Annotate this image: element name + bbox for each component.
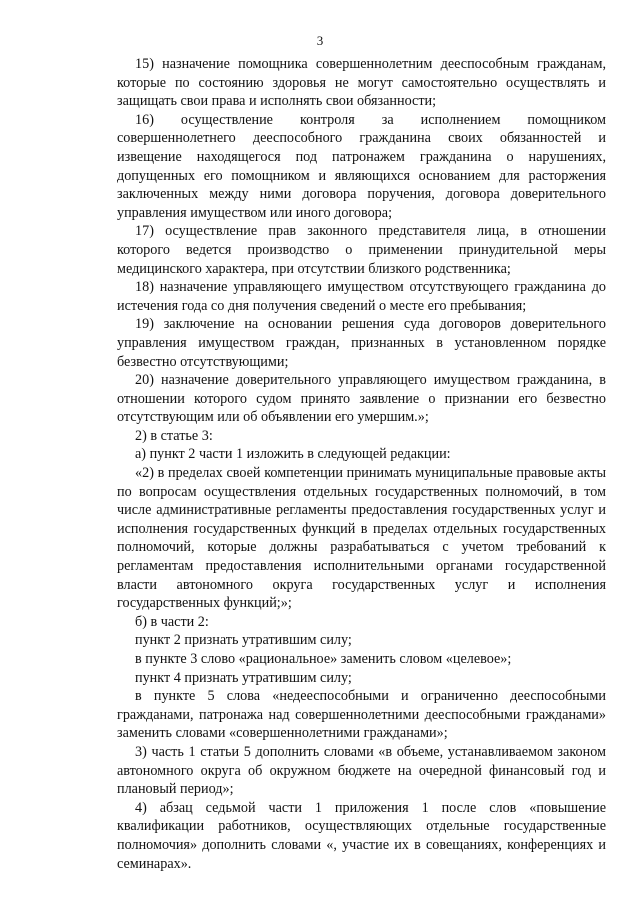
paragraph-new-text-item-2: «2) в пределах своей компетенции принимать муниципальные правовые акты по вопросам осуществления отдельных государственных полномочий, в том числе административные регламенты предоставления государственных услуг и исполнения государственных функций в пределах отдельных государственных полномочий, которые должны разрабатываться с учетом требований к регламентам предоставления исполнительными органами государственной власти автономного округа государственных услуг и исполнения государственных функций;»; <box>117 465 606 612</box>
paragraph-item-16: 16) осуществление контроля за исполнением помощником совершеннолетнего дееспособного гражданина своих обязанностей и извещение находящегося под патронажем гражданина о нарушениях, допущенных его помощником и являющихся основанием для расторжения заключенных между ними договора поручения, договора доверительного управления имуществом или иного договора; <box>117 111 606 221</box>
paragraph-item-18: 18) назначение управляющего имуществом отсутствующего гражданина до истечения года со дня получения сведений о месте его пребывания; <box>117 279 606 314</box>
paragraph-amendment-2a: а) пункт 2 части 1 изложить в следующей редакции: <box>135 446 451 463</box>
paragraph-item-17: 17) осуществление прав законного представителя лица, в отношении которого ведется производство о применении принудительной меры медицинского характера, при отсутствии близкого родственника; <box>117 223 606 277</box>
page-number: 3 <box>316 33 324 48</box>
paragraph-amendment-2b: б) в части 2: <box>135 613 209 630</box>
paragraph-amendment-3: 3) часть 1 статьи 5 дополнить словами «в объеме, устанавливаемом законом автономного округа об окружном бюджете на очередной финансовый год и плановый период»; <box>117 743 606 798</box>
document-body <box>117 55 606 873</box>
paragraph-item-19: 19) заключение на основании решения суда договоров доверительного управления имуществом граждан, признанных в установленном порядке безвестно отсутствующими; <box>117 316 606 370</box>
paragraph-item-15: 15) назначение помощника совершеннолетним дееспособным гражданам, которые по состоянию здоровья не могут самостоятельно осуществлять и защищать свои права и исполнять свои обязанности; <box>117 56 606 110</box>
paragraph-point-4-repeal: пункт 4 признать утратившим силу; <box>135 669 352 686</box>
paragraph-amendment-2: 2) в статье 3: <box>135 427 213 444</box>
paragraph-point-3-change: в пункте 3 слово «рациональное» заменить словом «целевое»; <box>135 651 512 667</box>
paragraph-item-20: 20) назначение доверительного управляющего имуществом гражданина, в отношении которого судом принято заявление о признании его безвестно отсутствующим или об объявлении его умершим.»; <box>117 372 606 426</box>
paragraph-point-5-change: в пункте 5 слова «недееспособными и ограниченно дееспособными гражданами, патронажа над совершеннолетними дееспособными гражданами» заменить словами «совершеннолетними гражданами»; <box>117 688 606 742</box>
paragraph-point-2-repeal: пункт 2 признать утратившим силу; <box>135 632 352 649</box>
paragraph-amendment-4: 4) абзац седьмой части 1 приложения 1 после слов «повышение квалификации работников, осуществляющих отдельные государственные полномочия» дополнить словами «, участие их в совещаниях, конференциях и семинарах». <box>117 799 606 872</box>
